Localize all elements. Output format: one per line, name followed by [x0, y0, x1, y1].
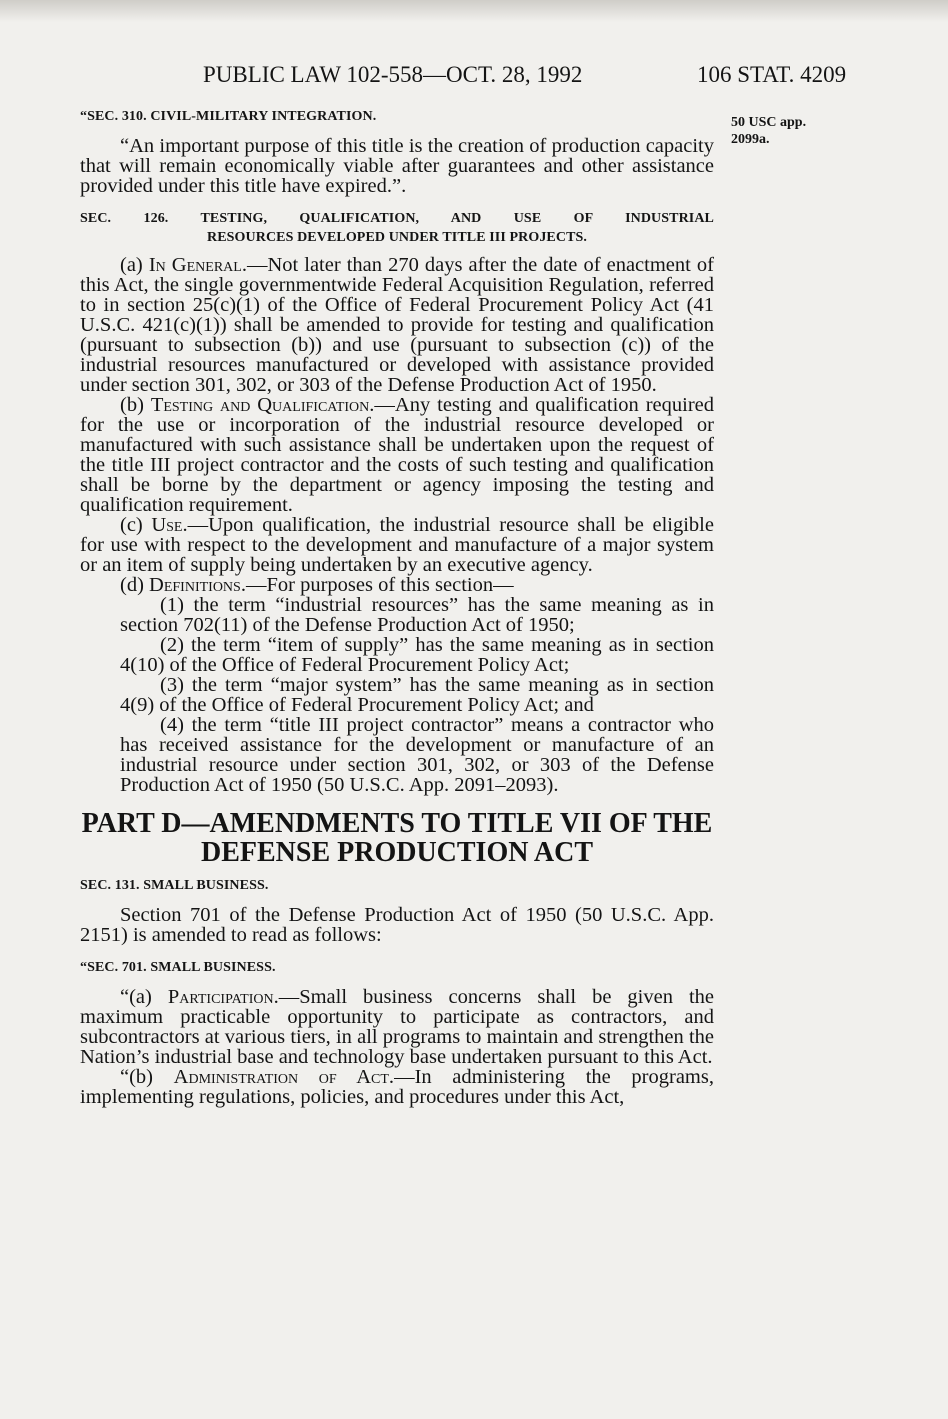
- page-number: 106 STAT. 4209: [697, 62, 847, 87]
- sec-126-heading-line2: RESOURCES DEVELOPED UNDER TITLE III PROJECTS.: [207, 230, 587, 245]
- definition-1: (1) the term “industrial resources” has the same meaning as in section 702(11) of the Defense Production Act of 1950;: [120, 594, 714, 636]
- sec-126-subsection-c: [80, 515, 714, 575]
- sec-310-heading: “SEC. 310. CIVIL-MILITARY INTEGRATION.: [80, 109, 377, 124]
- subsection-b-label: (b): [120, 394, 151, 416]
- sec-126-subsection-b: [80, 395, 714, 515]
- part-d-heading-line2: DEFENSE PRODUCTION ACT: [200, 837, 594, 868]
- sec-701-a-label: “(a): [120, 986, 168, 1008]
- sec-131-heading: SEC. 131. SMALL BUSINESS.: [80, 878, 269, 893]
- sec-310-text: “An important purpose of this title is the creation of production capacity that will remain economically viable after guarantees and other assistance provided under this title have expired.”.: [80, 135, 714, 197]
- sec-701-a-title: Participation.: [167, 986, 279, 1008]
- sec-131-text: Section 701 of the Defense Production Act of 1950 (50 U.S.C. App. 2151) is amended to read as follows:: [80, 904, 714, 946]
- subsection-b-text: —Any testing and qualification required for the use or incorporation of the industrial resource developed or manufactured with such assistance shall be undertaken upon the request of the title III project contractor and the costs of such testing and qualification shall be borne by the department or agency imposing the testing and qualification requirement.: [80, 394, 714, 516]
- sec-126-subsection-d: [80, 575, 714, 595]
- scan-edge: [0, 0, 948, 22]
- subsection-c-title: Use.: [151, 514, 188, 536]
- subsection-b-title: Testing and Qualification.: [150, 394, 375, 416]
- sec-701-subsection-b: [80, 1067, 714, 1107]
- definition-2: (2) the term “item of supply” has the same meaning as in section 4(10) of the Office of Federal Procurement Policy Act;: [120, 634, 714, 676]
- sec-701-b-label: “(b): [120, 1066, 174, 1088]
- margin-citation-line1: 50 USC app.: [731, 115, 807, 130]
- sec-701-b-title: Administration of Act.: [173, 1066, 395, 1088]
- definition-3: (3) the term “major system” has the same meaning as in section 4(9) of the Office of Federal Procurement Policy Act; and: [120, 674, 714, 716]
- subsection-d-text: —For purposes of this section—: [245, 574, 514, 596]
- sec-701-heading: “SEC. 701. SMALL BUSINESS.: [80, 960, 276, 975]
- subsection-a-title: In General.: [148, 254, 247, 276]
- margin-citation-line2: 2099a.: [731, 132, 770, 147]
- sec-701-a-text: —Small business concerns shall be given the maximum practicable opportunity to participate as contractors, and subcontractors at various tiers, in all programs to maintain and strengthen the Nation’s industrial base and technology base undertaken pursuant to this Act.: [80, 986, 714, 1068]
- running-title: PUBLIC LAW 102-558—OCT. 28, 1992: [203, 62, 583, 87]
- sec-126-heading-line1: SEC. 126. TESTING, QUALIFICATION, AND USE OF INDUSTRIAL: [80, 211, 714, 226]
- subsection-a-label: (a): [120, 254, 149, 276]
- margin-citation: [731, 114, 881, 148]
- subsection-c-text: —Upon qualification, the industrial resource shall be eligible for use with respect to the development and manufacture of a major system or an item of supply being undertaken by an executive agency.: [80, 514, 714, 576]
- part-d-heading-line1: PART D—AMENDMENTS TO TITLE VII OF THE: [81, 808, 713, 839]
- sec-126-subsection-a: [80, 255, 714, 395]
- document-body: [80, 108, 714, 1107]
- subsection-d-label: (d): [120, 574, 150, 596]
- sec-701-subsection-a: [80, 987, 714, 1067]
- subsection-a-text: —Not later than 270 days after the date of enactment of this Act, the single governmentwide Federal Acquisition Regulation, referred to in section 25(c)(1) of the Office of Federal Procurement Policy Act (41 U.S.C. 421(c)(1)) shall be amended to provide for testing and qualification (pursuant to subsection (b)) and use (pursuant to subsection (c)) of the industrial resources manufactured or developed with assistance provided under section 301, 302, or 303 of the Defense Production Act of 1950.: [80, 254, 714, 396]
- definition-4: (4) the term “title III project contractor” means a contractor who has received assistance for the development or manufacture of an industrial resource under section 301, 302, or 303 of the Defense Production Act of 1950 (50 U.S.C. App. 2091–2093).: [120, 714, 714, 796]
- part-d-heading: [80, 809, 714, 867]
- page-header: [0, 62, 948, 92]
- subsection-d-title: Definitions.: [149, 574, 246, 596]
- sec-701-b-text: —In administering the programs, implementing regulations, policies, and procedures under this Act,: [80, 1066, 714, 1108]
- sec-126-heading: [80, 210, 714, 247]
- subsection-c-label: (c): [120, 514, 152, 536]
